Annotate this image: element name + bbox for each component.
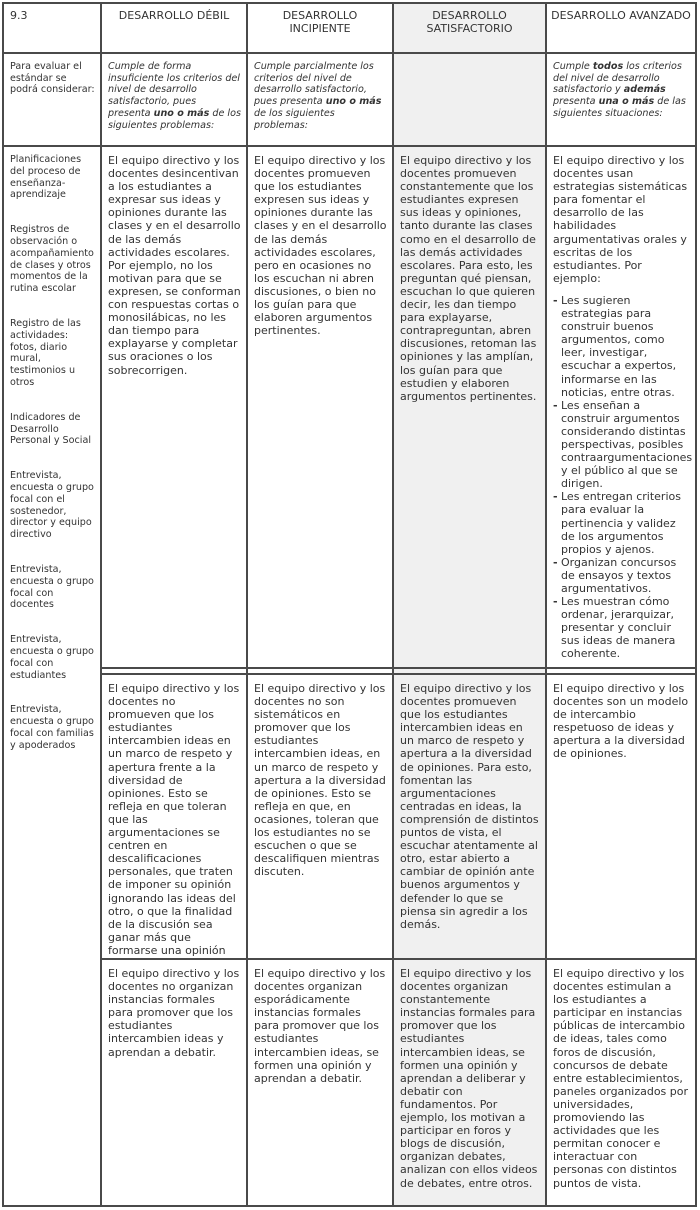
hint-avanzado bbox=[545, 52, 697, 147]
sources-list bbox=[2, 145, 102, 1207]
source-item: Planificaciones del proceso de enseñanza-aprendizaje bbox=[10, 154, 82, 201]
header-satisfactorio-text: DESARROLLO SATISFACTORIO bbox=[426, 9, 513, 35]
row2-avanzado bbox=[545, 673, 697, 960]
source-item: Registros de observación o acompañamiento de clases y otros momentos de la rutina escolar bbox=[10, 224, 94, 295]
row3-satisfactorio bbox=[392, 958, 547, 1207]
hint-debil-post: de los siguientes problemas: bbox=[108, 107, 241, 131]
row2-satisfactorio-text: El equipo directivo y los docentes promueven que los estudiantes intercambien ideas en un marco de respeto y apertura a la diversidad de opiniones. Para esto, fomentan las argumentaciones centradas en ideas, la comprensión de distintos puntos de vista, el escuchar atentamente al otro, estar abierto a cambiar de opinión ante buenos argumentos y defender lo que se piensa sin agredir a los demás. bbox=[400, 682, 539, 931]
row1-avanzado-intro: El equipo directivo y los docentes usan estrategias sistemáticas para fomentar el desarrollo de las habilidades argumentativas orales y escritas de los estudiantes. Por ejemplo: bbox=[553, 154, 688, 285]
row1-incipiente-text: El equipo directivo y los docentes promueven que los estudiantes expresen sus ideas y opiniones durante las clases y en el desarrollo de las demás actividades escolares, pero en ocasiones no los escuchan ni abren discusiones, o bien no los guían para que elaboren argumentos pertinentes. bbox=[254, 154, 387, 338]
hint-incipiente-post: de los siguientes problemas: bbox=[254, 107, 335, 131]
standard-code bbox=[2, 2, 102, 54]
row1-satisfactorio-text: El equipo directivo y los docentes promueven constantemente que los estudiantes expresen sus ideas y opiniones, tanto durante las clases como en el desarrollo de las demás actividades escolares. Para esto, les preguntan qué piensan, escuchan lo que quieren decir, les dan tiempo para explayarse, contrapreguntan, abren discusiones, retoman las opiniones y las amplían, los guían para que estudien y elaboren argumentos pertinentes. bbox=[400, 154, 537, 403]
row3-satisfactorio-text: El equipo directivo y los docentes organizan constantemente instancias formales para promover que los estudiantes intercambien ideas, se formen una opinión y aprendan a deliberar y debatir con fundamentos. Por ejemplo, los motivan a participar en foros y blogs de discusión, organizan debates, analizan con ellos videos de debates, entre otros. bbox=[400, 967, 538, 1190]
hint-debil-pre: Cumple de forma insuficiente los criterios del nivel de desarrollo satisfactorio, pues presenta bbox=[108, 61, 240, 119]
hint-incipiente-pre: Cumple parcialmente los criterios del nivel de desarrollo satisfactorio, pues presenta bbox=[254, 61, 374, 108]
hint-avanzado-b2: además bbox=[623, 84, 666, 96]
header-debil bbox=[100, 2, 248, 54]
source-item: Entrevista, encuesta o grupo focal con docentes bbox=[10, 563, 94, 611]
header-avanzado bbox=[545, 2, 697, 54]
row2-avanzado-text: El equipo directivo y los docentes son un modelo de intercambio respetuoso de ideas y apertura a la diversidad de opiniones. bbox=[553, 682, 689, 761]
header-avanzado-text: DESARROLLO AVANZADO bbox=[551, 9, 691, 22]
row3-avanzado bbox=[545, 958, 697, 1207]
rubric-table bbox=[2, 2, 697, 1207]
sources-label-text: Para evaluar el estándar se podrá considerar: bbox=[10, 61, 95, 96]
hint-avanzado-p4: de las siguientes situaciones: bbox=[553, 96, 686, 119]
row2-incipiente-text: El equipo directivo y los docentes no son sistemáticos en promover que los estudiantes intercambien ideas, en un marco de respeto y apertura a la diversidad de opiniones. Esto se refleja en que, en ocasiones, toleran que los estudiantes no se escuchen o que se descalifiquen mientras discuten. bbox=[254, 682, 386, 879]
hint-avanzado-b3: una o más bbox=[598, 96, 655, 108]
list-item: - Les enseñan a construir argumentos considerando distintas perspectivas, posibles contraargumentaciones y el público al que se dirigen. bbox=[553, 399, 690, 491]
source-item: Registro de las actividades: fotos, diario mural, testimonios u otros bbox=[10, 317, 81, 388]
list-item: - Les entregan criterios para evaluar la pertinencia y validez de los argumentos propios y ajenos. bbox=[553, 490, 690, 555]
list-item: - Les sugieren estrategias para construir buenos argumentos, como leer, investigar, escuchar a expertos, informarse en las noticias, entre otras. bbox=[553, 294, 690, 399]
row3-incipiente bbox=[246, 958, 394, 1207]
row1-debil-text: El equipo directivo y los docentes desincentivan a los estudiantes a expresar sus ideas y opiniones durante las clases y en el desarrollo de las demás actividades escolares. Por ejemplo, no los motivan para que se expresen, se conforman con respuestas cortas o monosilábicas, no les dan tiempo para explayarse y completar sus oraciones o los sobrecorrigen. bbox=[108, 154, 241, 377]
header-debil-text: DESARROLLO DÉBIL bbox=[118, 9, 230, 22]
source-item: Entrevista, encuesta o grupo focal con estudiantes bbox=[10, 634, 94, 681]
header-satisfactorio bbox=[392, 2, 547, 54]
header-incipiente bbox=[246, 2, 394, 54]
hint-debil-bold: uno o más bbox=[153, 107, 210, 119]
hint-avanzado-p3: presenta bbox=[553, 96, 599, 108]
row2-debil bbox=[100, 673, 248, 960]
source-item: Entrevista, encuesta o grupo focal con familias y apoderados bbox=[10, 704, 94, 751]
hint-debil bbox=[100, 52, 248, 147]
row1-avanzado bbox=[545, 145, 697, 669]
row3-avanzado-text: El equipo directivo y los docentes estimulan a los estudiantes a participar en instancias públicas de intercambio de ideas, tales como foros de discusión, concursos de debate entre establecimientos, paneles organizados por universidades, promoviendo las actividades que les permitan conocer e interactuar con personas con distintos puntos de vista. bbox=[553, 967, 689, 1190]
row1-incipiente bbox=[246, 145, 394, 669]
row1-debil bbox=[100, 145, 248, 669]
standard-code-text: 9.3 bbox=[10, 9, 28, 22]
hint-avanzado-p2: los criterios del nivel de desarrollo satisfactorio y bbox=[553, 61, 682, 96]
row3-debil-text: El equipo directivo y los docentes no organizan instancias formales para promover que los estudiantes intercambien ideas y aprendan a debatir. bbox=[108, 967, 240, 1059]
row3-debil bbox=[100, 958, 248, 1207]
row3-incipiente-text: El equipo directivo y los docentes organizan esporádicamente instancias formales para promover que los estudiantes intercambien ideas, se formen una opinión y aprendan a debatir. bbox=[254, 967, 386, 1085]
source-item: Entrevista, encuesta o grupo focal con el sostenedor, director y equipo directivo bbox=[10, 470, 94, 541]
hint-incipiente bbox=[246, 52, 394, 147]
hint-satisfactorio bbox=[392, 52, 547, 147]
row2-debil-text: El equipo directivo y los docentes no promueven que los estudiantes intercambien ideas en un marco de respeto y apertura frente a la diversidad de opiniones. Esto se refleja en que toleran que las argumentaciones se centren en descalificaciones personales, que traten de imponer su opinión ignorando las ideas del otro, o que la finalidad de la discusión sea ganar más que formarse una opinión bbox=[108, 682, 240, 957]
list-item: - Les muestran cómo ordenar, jerarquizar, presentar y concluir sus ideas de manera coherente. bbox=[553, 595, 690, 660]
sources-label bbox=[2, 52, 102, 147]
row1-avanzado-list bbox=[553, 293, 693, 661]
header-incipiente-text: DESARROLLO INCIPIENTE bbox=[282, 9, 358, 35]
source-item: Indicadores de Desarrollo Personal y Social bbox=[10, 411, 92, 447]
list-item: - Organizan concursos de ensayos y textos argumentativos. bbox=[553, 556, 690, 595]
row2-satisfactorio bbox=[392, 673, 547, 960]
hint-avanzado-b1: todos bbox=[592, 61, 624, 72]
hint-avanzado-p1: Cumple bbox=[553, 61, 593, 72]
row2-incipiente bbox=[246, 673, 394, 960]
row1-satisfactorio bbox=[392, 145, 547, 669]
hint-incipiente-bold: uno o más bbox=[325, 96, 382, 108]
